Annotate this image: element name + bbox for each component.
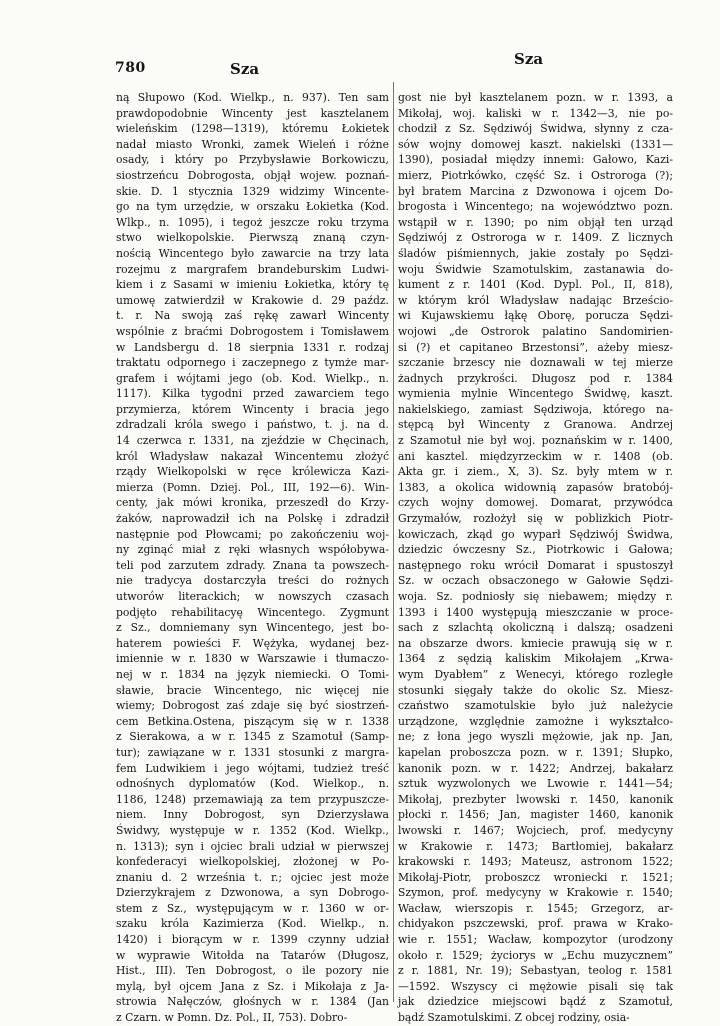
text-line: bądź Szamotulskimi. Z obcej rodziny, osia- — [398, 1011, 630, 1025]
text-line: w Landsbergu d. 18 sierpnia 1331 r. rodzaj — [116, 340, 389, 354]
text-line: 1393 i 1400 występują mieszczanie w proce- — [398, 605, 673, 619]
text-line: ani kasztel. międzyrzeckim w r. 1408 (ob. — [398, 449, 673, 463]
text-line: kument z r. 1401 (Kod. Dypl. Pol., II, 818), — [398, 278, 673, 292]
text-line: sztuk wyzwolonych we Lwowie r. 1441—54; — [398, 777, 673, 791]
text-line: z Sierakowa, a w r. 1345 z Szamotuł (Samp- — [116, 730, 389, 744]
text-line: siostrzeńcu Dobrogosta, objął wojew. poznań- — [116, 168, 389, 182]
text-line: sach z szlachtą okoliczną i dalszą; osadzeni — [398, 621, 673, 635]
text-line: si (?) et capitaneo Brzestonsi”, ażeby miesz- — [398, 340, 673, 354]
text-line: był bratem Marcina z Dzwonowa i ojcem Do- — [398, 184, 673, 198]
text-line: Akta gr. i ziem., X, 3). Sz. były mtem w r. — [398, 465, 673, 479]
text-line: szczanie brzescy nie doznawali w tej mierze — [398, 356, 673, 370]
text-line: woja. Sz. podniosły się niebawem; między r. — [398, 590, 673, 603]
text-line: lwowski r. 1467; Wojciech, prof. medycyny — [398, 823, 673, 837]
text-line: woju Świdwie Szamotulskim, zastanawia do- — [398, 262, 673, 276]
text-line: 1364 z sędzią kaliskim Mikołajem „Krwa- — [398, 652, 673, 666]
text-line: płocki r. 1456; Jan, magister 1460, kanonik — [398, 808, 673, 822]
text-line: wieleńskim (1298—1319), któremu Łokietek — [116, 122, 389, 136]
text-line: strowia Nałęczów, głośnych w r. 1384 (Jan — [116, 995, 389, 1009]
text-line: t. r. Na swoją zaś rękę zawarł Wincenty — [116, 309, 389, 323]
text-line: Świdwy, występuje w r. 1352 (Kod. Wielkp., — [116, 823, 389, 837]
text-line: niem. Inny Dobrogost, syn Dzierzysława — [116, 808, 389, 822]
text-line: chodził z Sz. Sędziwój Świdwa, słynny z cza- — [398, 122, 673, 136]
text-line: Szymon, prof. medycyny w Krakowie r. 1540; — [398, 886, 673, 900]
text-line: ne; z łona jego wyszli mężowie, jak np. Jan, — [398, 730, 673, 744]
text-line: wi Kujawskiemu łąkę Oborę, porucza Sędzi- — [398, 309, 673, 323]
text-line: sów wojny domowej kaszt. nakielski (1331— — [398, 137, 673, 151]
text-line: n. 1313); syn i ojciec brali udział w pierwszej — [116, 839, 389, 853]
text-line: król Władysław nakazał Wincentemu złożyć — [116, 449, 389, 463]
text-line: Mikołaj-Piotr, proboszcz wroniecki r. 1521; — [398, 870, 673, 884]
text-line: nością Wincentego było zawarcie na trzy lata — [116, 246, 389, 260]
page-header — [0, 50, 720, 80]
text-line: Sędziwój z Ostroroga w r. 1409. Z licznych — [398, 231, 673, 245]
text-line: kowiczach, zkąd go wyparł Sędziwój Świdwa, — [398, 527, 673, 541]
text-line: stwo wielkopolskie. Pierwszą znaną czyn- — [116, 231, 389, 245]
text-line: jak dziedzice miejscowi bądź z Szamotuł, — [398, 995, 673, 1009]
text-line: żaków, naprowadził ich na Polskę i zdradził — [116, 512, 389, 526]
text-line: dziedzic ówczesny Sz., Piotrkowic i Gałowa; — [398, 543, 673, 557]
column-divider — [393, 82, 394, 1002]
text-line: z Sz., domniemany syn Wincentego, jest bo- — [116, 621, 389, 635]
text-line: żadnych przykrości. Długosz pod r. 1384 — [398, 371, 673, 385]
text-line: 1383, a okolica widownią zapasów bratobój- — [398, 480, 673, 494]
text-line: haterem powieści F. Wężyka, wydanej bez- — [116, 636, 389, 650]
text-line: Hist., III). Ten Dobrogost, o ile pozory nie — [116, 964, 389, 978]
text-line: brogosta i Wincentego; na województwo pozn. — [398, 200, 673, 214]
text-line: osady, i który po Przybysławie Borkowiczu, — [116, 153, 389, 167]
text-line: kapelan proboszcza pozn. w r. 1391; Słupko, — [398, 745, 673, 759]
text-line: nadał miasto Wronki, zamek Wieleń i różne — [116, 137, 389, 151]
text-line: —1592. Wszyscy ci mężowie pisali się tak — [398, 979, 673, 993]
text-line: fem Ludwikiem i jego wójtami, tudzież treść — [116, 761, 389, 775]
text-line: imiennie w r. 1830 w Warszawie i tłumaczo- — [116, 652, 389, 666]
text-line: następnie pod Płowcami; po zakończeniu woj- — [116, 527, 389, 541]
text-line: zdradzali króla swego i państwo, t. j. na d. — [116, 418, 389, 432]
text-line: tur); zawiązane w r. 1331 stosunki z margra- — [116, 745, 389, 759]
text-line: go na tym urzędzie, w orszaku Łokietka (Kod. — [116, 200, 389, 214]
text-line: z Szamotuł nie był woj. poznańskim w r. 1400, — [398, 434, 673, 448]
text-line: nej w r. 1834 na język niemiecki. O Tomi- — [116, 667, 389, 681]
text-line: z r. 1881, Nr. 19); Sebastyan, teolog r. 1581 — [398, 964, 673, 978]
text-line: w wyprawie Witołda na Tatarów (Długosz, — [116, 948, 389, 962]
text-line: wymienia mylnie Wincentego Świdwę, kaszt. — [398, 387, 673, 401]
text-line: Dzierzykrajem z Dzwonowa, a syn Dobrogo- — [116, 886, 389, 900]
text-line: nakielskiego, zamiast Sędziwoja, którego na- — [398, 402, 673, 416]
text-line: podjęto rehabilitacyę Wincentego. Zygmunt — [116, 605, 389, 619]
running-title-left: Sza — [230, 60, 260, 78]
text-line: 14 czerwca r. 1331, na zjeździe w Chęcinach, — [116, 434, 389, 448]
text-line: wstąpił w r. 1390; po nim objął ten urząd — [398, 215, 673, 229]
text-line: Grzymałów, rozłożył się w poblizkich Piotr- — [398, 512, 673, 526]
text-line: utworów literackich; w nowszych czasach — [116, 590, 389, 603]
text-line: kiem i z Sasami w imieniu Łokietka, który tę — [116, 278, 389, 292]
text-line: stępcą był Wincenty z Granowa. Andrzej — [398, 418, 673, 432]
text-line: 1117). Kilka tygodni przed zawarciem tego — [116, 387, 389, 401]
text-line: gost nie był kasztelanem pozn. w r. 1393, a — [398, 91, 673, 104]
text-line: 1186, 1248) przemawiają za tem przypuszcze- — [116, 792, 389, 806]
text-line: wiemy; Dobrogost zaś zdaje się być siostrzeń- — [116, 699, 389, 713]
text-line: w Krakowie r. 1473; Bartłomiej, bakałarz — [398, 839, 673, 853]
text-line: kanonik pozn. w r. 1422; Andrzej, bakałarz — [398, 761, 673, 775]
text-line: konfederacyi wielkopolskiej, złożonej w Po- — [116, 855, 389, 869]
text-line: wspólnie z braćmi Dobrogostem i Tomisławem — [116, 324, 389, 338]
text-line: cem Betkina.Ostena, piszącym się w r. 1338 — [116, 714, 389, 728]
text-line: rządy Wielkopolski w ręce królewicza Kazi- — [116, 465, 389, 479]
text-line: centy, jak mówi kronika, przeszedł do Krzy- — [116, 496, 389, 510]
text-line: mylą, był ojcem Jana z Sz. i Mikołaja z Ja- — [116, 979, 389, 993]
text-line: Mikołaj, woj. kaliski w r. 1342—3, nie po- — [398, 106, 673, 120]
text-line: wojowi „de Ostrorok palatino Sandomirien- — [398, 324, 673, 338]
text-line: stem z Sz., występującym w r. 1360 w or- — [116, 901, 389, 915]
text-line: nie tradycya dostarczyła treści do rożnych — [116, 574, 389, 588]
text-line: rozejmu z margrafem brandeburskim Ludwi- — [116, 262, 389, 276]
text-line: 1420) i biorącym w r. 1399 czynny udział — [116, 933, 389, 947]
text-line: Sz. w oczach obsaczonego w Gałowie Sędzi- — [398, 574, 673, 588]
running-title-right: Sza — [514, 50, 544, 68]
text-line: Mikołaj, prezbyter lwowski r. 1450, kanonik — [398, 792, 673, 806]
text-line: teli pod zarzutem zdrady. Znana ta powszech- — [116, 558, 389, 572]
text-line: mierz, Piotrkówko, część Sz. i Ostroroga (?); — [398, 168, 673, 182]
text-line: Wlkp., n. 1095), i tegoż jeszcze roku trzyma — [116, 215, 389, 229]
text-line: następnego roku wrócił Domarat i spustoszył — [398, 558, 673, 572]
text-line: prawdopodobnie Wincenty jest kasztelanem — [116, 106, 389, 120]
text-line: 1390), posiadał między innemi: Gałowo, Kazi- — [398, 153, 673, 167]
text-line: około r. 1529; życiorys w „Echu muzycznem” — [398, 948, 673, 962]
text-line: czaństwo szamotulskie było już należycie — [398, 699, 673, 713]
page-number: 780 — [115, 60, 146, 76]
text-line: w którym król Władysław nadając Brześcio- — [398, 293, 673, 307]
text-line: sławie, bracie Wincentego, nic więcej nie — [116, 683, 389, 697]
text-line: urządzone, względnie zamożne i wykształco- — [398, 714, 673, 728]
text-line: chidyakon pszczewski, prof. prawa w Krako- — [398, 917, 673, 931]
text-line: traktatu odpornego i zaczepnego z tymże mar- — [116, 356, 389, 370]
text-line: czych wojny domowej. Domarat, przywódca — [398, 496, 673, 510]
text-line: grafem i wójtami jego (ob. Kod. Wielkp., n. — [116, 371, 389, 385]
text-line: ny zginąć miał z ręki własnych współobywa- — [116, 543, 389, 557]
text-line: skie. D. 1 stycznia 1329 widzimy Wincente- — [116, 184, 389, 198]
text-line: śladów piśmiennych, jakie zostały po Sędzi- — [398, 246, 673, 260]
text-line: szaku króla Kazimierza (Kod. Wielkp., n. — [116, 917, 389, 931]
text-line: z Czarn. w Pomn. Dz. Pol., II, 753). Dobro- — [116, 1011, 348, 1025]
text-line: wym Dyabłem” z Wenecyi, którego rozległe — [398, 667, 673, 681]
text-line: umowę zatwierdził w Krakowie d. 29 paźdz. — [116, 293, 389, 307]
text-line: odnośnych dyplomatów (Kod. Wielkop., n. — [116, 777, 389, 791]
text-line: na obszarze dwors. kmiecie prawują się w r. — [398, 636, 673, 650]
left-column — [116, 90, 389, 1025]
text-line: krakowski r. 1493; Mateusz, astronom 1522; — [398, 855, 673, 869]
text-line: znaniu d. 2 września t. r.; ojciec jest może — [116, 870, 389, 884]
text-line: przymierza, którem Wincenty i bracia jego — [116, 402, 389, 416]
text-line: wie r. 1551; Wacław, kompozytor (urodzony — [398, 933, 673, 947]
text-line: Wacław, wierszopis r. 1545; Grzegorz, ar- — [398, 901, 673, 915]
text-line: stosunki sięgały także do okolic Sz. Miesz- — [398, 683, 673, 697]
text-line: ną Słupowo (Kod. Wielkp., n. 937). Ten sam — [116, 91, 389, 104]
right-column — [398, 90, 673, 1025]
text-line: mierza (Pomn. Dziej. Pol., III, 192—6). Win- — [116, 480, 389, 494]
